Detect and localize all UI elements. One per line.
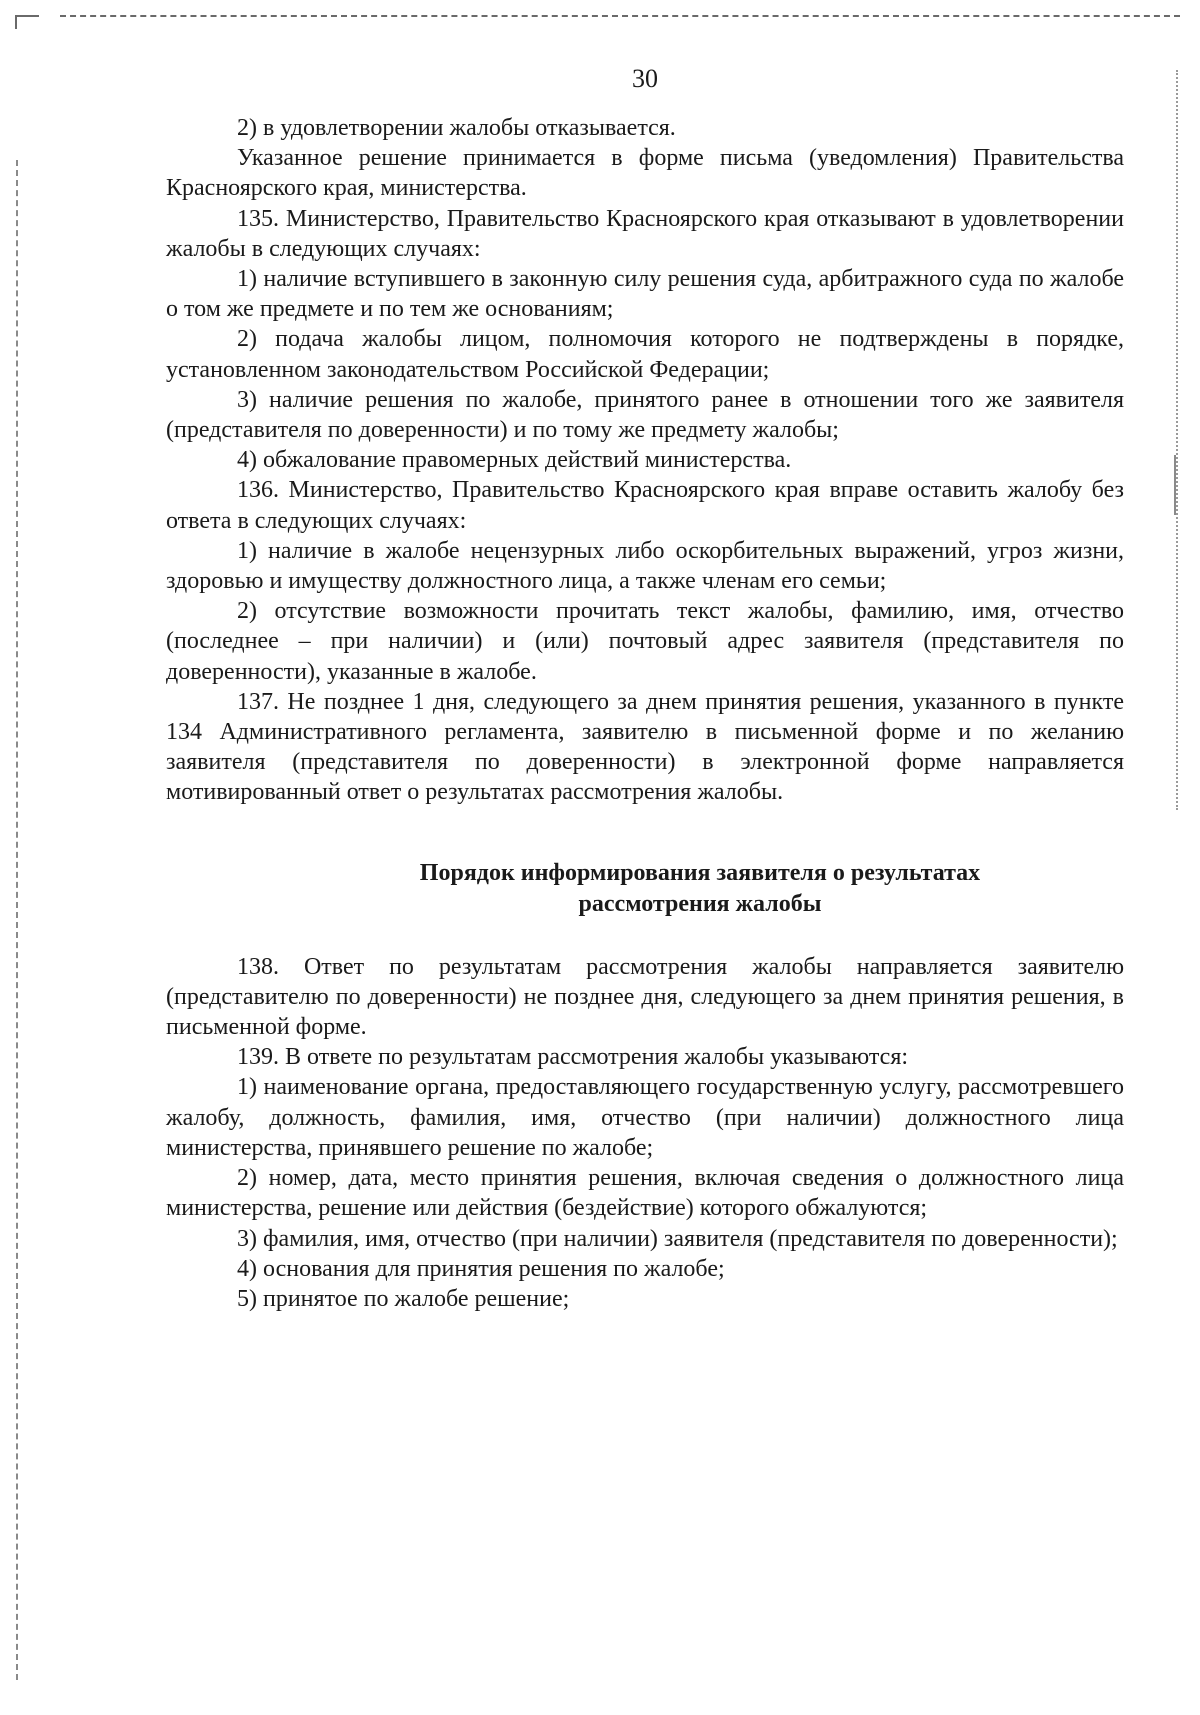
scan-edge-right-mark bbox=[1174, 455, 1176, 515]
scan-corner-mark bbox=[15, 15, 39, 29]
section-heading-line: Порядок информирования заявителя о результатах bbox=[419, 859, 981, 886]
paragraph: 5) принятое по жалобе решение; bbox=[237, 1285, 570, 1312]
paragraph: 4) основания для принятия решения по жалобе; bbox=[237, 1255, 725, 1282]
paragraph: 135. Министерство, Правительство Красноярского края отказывают в удовлетворении жалобы в следующих случаях: bbox=[166, 205, 1124, 262]
paragraph: 136. Министерство, Правительство Красноярского края вправе оставить жалобу без ответа в следующих случаях: bbox=[166, 477, 1124, 534]
page-number: 30 bbox=[632, 64, 658, 93]
paragraph: 137. Не позднее 1 дня, следующего за днем принятия решения, указанного в пункте 134 Административного регламента, заявителю в письменной форме и по желанию заявителя (представителя по доверенности) в электронной форме направляется мотивированный ответ о результатах рассмотрения жалобы. bbox=[166, 688, 1124, 806]
scan-edge-top bbox=[60, 15, 1180, 17]
paragraph: 1) наличие вступившего в законную силу решения суда, арбитражного суда по жалобе о том же предмете и по тем же основаниям; bbox=[166, 266, 1124, 323]
paragraph: 1) наличие в жалобе нецензурных либо оскорбительных выражений, угроз жизни, здоровью и имуществу должностного лица, а также членам его семьи; bbox=[166, 537, 1124, 595]
paragraph: 2) отсутствие возможности прочитать текст жалобы, фамилию, имя, отчество (последнее – при наличии) и (или) почтовый адрес заявителя (представителя по доверенности), указанные в жалобе. bbox=[166, 598, 1124, 685]
paragraph: 4) обжалование правомерных действий министерства. bbox=[237, 447, 792, 474]
paragraph: 139. В ответе по результатам рассмотрения жалобы указываются: bbox=[237, 1044, 909, 1071]
scan-edge-left bbox=[16, 160, 18, 1680]
paragraph: 2) в удовлетворении жалобы отказывается. bbox=[237, 115, 676, 141]
paragraph: 3) фамилия, имя, отчество (при наличии) заявителя (представителя по доверенности); bbox=[237, 1225, 1118, 1252]
paragraph: 3) наличие решения по жалобе, принятого ранее в отношении того же заявителя (представителя по доверенности) и по тому же предмету жалобы; bbox=[166, 386, 1124, 444]
section-heading-line: рассмотрения жалобы bbox=[578, 890, 822, 917]
section-heading bbox=[166, 858, 1124, 920]
paragraph: Указанное решение принимается в форме письма (уведомления) Правительства Красноярского края, министерства. bbox=[166, 145, 1124, 202]
paragraph: 138. Ответ по результатам рассмотрения жалобы направляется заявителю (представителю по доверенности) не позднее дня, следующего за днем принятия решения, в письменной форме. bbox=[166, 953, 1124, 1041]
paragraph: 2) номер, дата, место принятия решения, включая сведения о должностного лица министерства, решение или действия (бездействие) которого обжалуются; bbox=[166, 1165, 1124, 1222]
document-body bbox=[166, 113, 1124, 1314]
paragraph: 2) подача жалобы лицом, полномочия которого не подтверждены в порядке, установленном законодательством Российской Федерации; bbox=[166, 326, 1124, 383]
paragraph: 1) наименование органа, предоставляющего государственную услугу, рассмотревшего жалобу, должность, фамилия, имя, отчество (при наличии) должностного лица министерства, принявшего решение по жалобе; bbox=[166, 1074, 1124, 1161]
scan-edge-right bbox=[1176, 70, 1178, 810]
